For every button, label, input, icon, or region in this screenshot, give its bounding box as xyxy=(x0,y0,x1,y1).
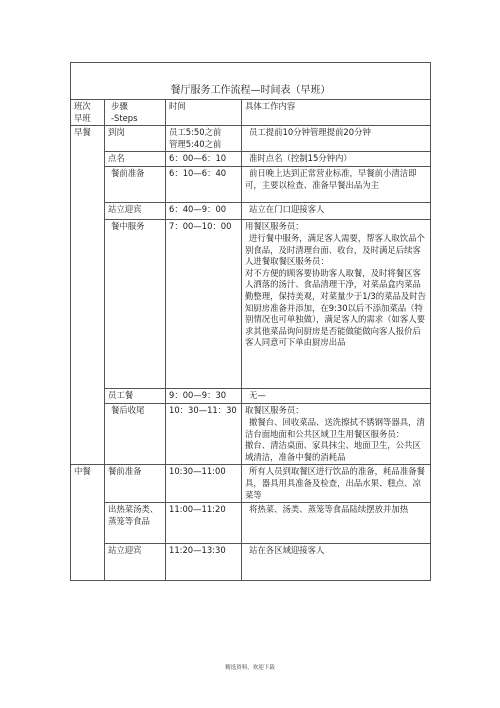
time-line: 10：30—11：30 xyxy=(169,405,237,416)
content-paragraph: 无— xyxy=(249,390,266,401)
content-paragraph: 取餐区服务员： xyxy=(245,405,304,416)
step-cell: 出热菜汤类、蒸笼等食品 xyxy=(105,503,166,544)
time-line: 管理5:40之前 xyxy=(169,138,222,149)
content-cell xyxy=(242,152,431,167)
time-line: 6：40—9：00 xyxy=(169,204,227,215)
time-line: 6：10—6：40 xyxy=(169,168,227,179)
time-line: 9：00—9：30 xyxy=(169,390,227,401)
table-row xyxy=(71,544,431,581)
breakfast-shift-cell: 早餐 xyxy=(71,126,105,465)
content-cell xyxy=(242,389,431,404)
content-paragraph: 前日晚上达到正常营业标准，早餐前小清洁即可，主要以检查、准备早餐出品为主 xyxy=(245,168,417,190)
content-paragraph: 准时点名（控制15分钟内） xyxy=(249,153,352,164)
content-cell xyxy=(242,167,431,203)
content-cell xyxy=(242,126,431,152)
content-cell xyxy=(242,503,431,544)
header-time: 时间 xyxy=(166,100,242,126)
time-cell xyxy=(166,544,242,581)
time-cell xyxy=(166,167,242,203)
table-row xyxy=(71,465,431,503)
lunch-section xyxy=(71,465,431,581)
header-row xyxy=(71,100,431,126)
time-cell xyxy=(166,465,242,503)
time-line: 11:00—11:20 xyxy=(169,504,226,515)
step-cell: 餐前准备 xyxy=(105,167,166,203)
content-cell xyxy=(242,544,431,581)
step-cell: 餐前准备 xyxy=(105,465,166,503)
header-step-line2: -Steps xyxy=(111,112,138,123)
header-shift-line1: 班次 xyxy=(74,101,91,111)
time-cell xyxy=(166,126,242,152)
step-cell: 员工餐 xyxy=(105,389,166,404)
time-cell xyxy=(166,220,242,389)
content-paragraph: 员工提前10分钟管理提前20分钟 xyxy=(249,127,371,138)
content-cell xyxy=(242,465,431,503)
header-shift xyxy=(71,100,105,126)
table-row xyxy=(71,203,431,220)
step-cell: 点名 xyxy=(105,152,166,167)
schedule-table xyxy=(70,62,431,581)
page-footer: 精选资料，欢迎下载 xyxy=(225,665,275,671)
table-row xyxy=(71,167,431,203)
time-cell xyxy=(166,152,242,167)
content-cell xyxy=(242,220,431,389)
content-paragraph: 所有人员到取餐区进行饮品的准备，耗品准备餐具，器具用具准备及检查，出品水果、糕点、凉菜等 xyxy=(245,466,425,500)
header-shift-line2: 早班 xyxy=(74,112,91,123)
lunch-shift-cell: 中餐 xyxy=(71,465,105,581)
content-paragraph: 将热菜、汤类、蒸笼等食品陆续摆放并加热 xyxy=(249,504,409,515)
time-line: 11:20—13:30 xyxy=(169,545,226,556)
table-row xyxy=(71,126,431,152)
time-cell xyxy=(166,389,242,404)
header-step-line1: 步骤 xyxy=(111,101,128,111)
time-cell xyxy=(166,203,242,220)
header-step xyxy=(105,100,166,126)
table-row xyxy=(71,220,431,389)
step-cell: 到岗 xyxy=(105,126,166,152)
document-page xyxy=(70,62,430,581)
content-paragraph: 进行餐中服务，满足客人需要，帮客人取饮品个别食品，及时清理台面、收台，及时满足后续客人进餐取餐区服务员： xyxy=(245,232,425,267)
table-row xyxy=(71,404,431,465)
content-cell xyxy=(242,203,431,220)
table-row xyxy=(71,152,431,167)
content-paragraph: 对不方便的顾客要协助客人取餐，及时将餐区客人洒落的汤汁、食品清理干净，对菜品盒内菜品勤整理，保持美观，对菜量少于1/3的菜品及时告知厨房准备并添加，在9:30以后不添加菜品（特别情况也可单独做），满足客人的需求（如客人要求其他菜品询问厨房是否能做能做向客人报价后客人同意可下单由厨房出品 xyxy=(245,267,426,348)
table-title: 餐厅服务工作流程—时间表（早班） xyxy=(71,63,431,100)
time-line: 7：00—10：00 xyxy=(169,221,232,232)
step-cell: 站立迎宾 xyxy=(105,544,166,581)
table-row xyxy=(71,503,431,544)
step-cell: 站立迎宾 xyxy=(105,203,166,220)
time-line: 员工5:50之前 xyxy=(169,127,222,138)
title-row xyxy=(71,63,431,100)
content-paragraph: 撤台、清洁桌面、家具抹尘、地面卫生，公共区域清洁，准备中餐的消耗品 xyxy=(245,440,421,462)
step-cell: 餐后收尾 xyxy=(105,404,166,465)
step-cell: 餐中服务 xyxy=(105,220,166,389)
content-paragraph: 站在各区域迎接客人 xyxy=(249,545,325,556)
breakfast-section xyxy=(71,126,431,465)
time-line: 10:30—11:00 xyxy=(169,466,226,477)
content-cell xyxy=(242,404,431,465)
table-row xyxy=(71,389,431,404)
content-paragraph: 用餐区服务员： xyxy=(245,221,304,232)
time-cell xyxy=(166,503,242,544)
header-content: 具体工作内容 xyxy=(242,100,431,126)
content-paragraph: 撤餐台、回收菜品、送洗擦拭不锈钢等器具，清洁台面地面和公共区域卫生用餐区服务员： xyxy=(245,416,425,439)
content-paragraph: 站立在门口迎接客人 xyxy=(249,204,325,215)
time-cell xyxy=(166,404,242,465)
time-line: 6：00—6：10 xyxy=(169,153,227,164)
